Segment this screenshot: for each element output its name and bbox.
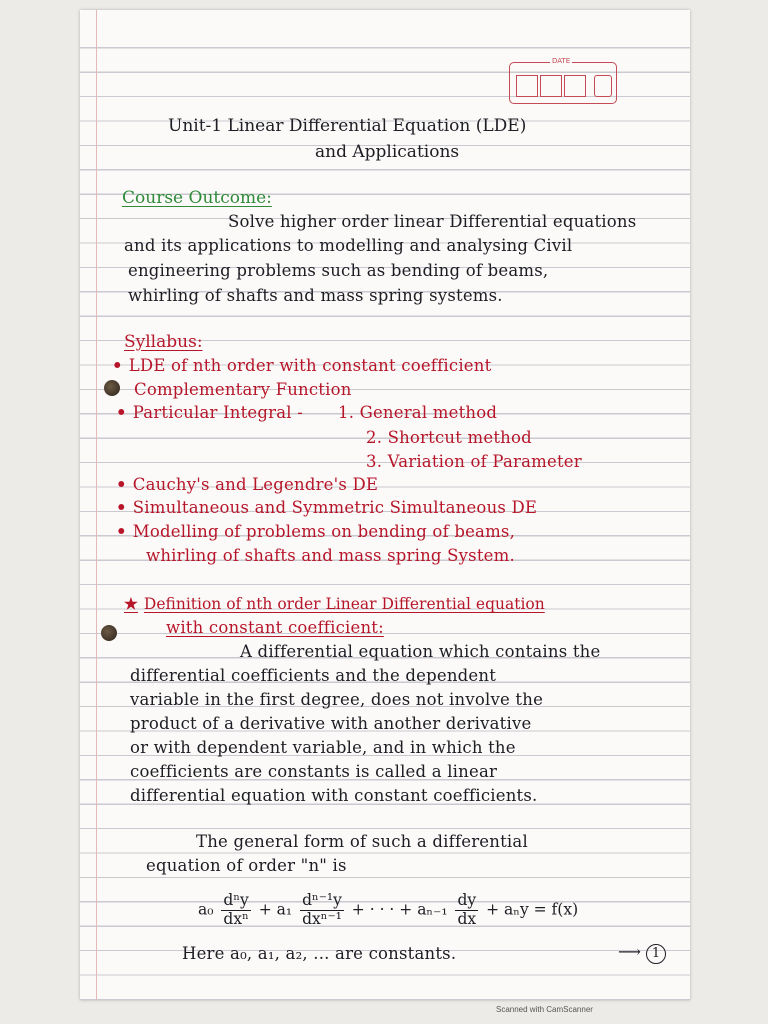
constants-note: Here a₀, a₁, a₂, ... are constants. — [182, 944, 457, 963]
syllabus-item-modelling: • Modelling of problems on bending of beams, — [116, 522, 516, 541]
course-outcome-line2: and its applications to modelling and analysing Civil — [124, 236, 573, 255]
course-outcome-line1: Solve higher order linear Differential equations — [228, 212, 637, 231]
general-form-equation: a₀ $\frac{\text{dⁿy}}{\text{dxⁿ}}$ + a₁ $\frac{\text{dⁿ⁻¹y}}{\text{dxⁿ⁻¹}}$ + · · · + aₙ₋₁ $\frac{dy}{dx}$ + aₙy = f(x) — [198, 891, 579, 928]
unit-heading-line1: Unit-1 Linear Differential Equation (LDE) — [168, 116, 527, 136]
definition-title-line2: with constant coefficient: — [166, 618, 384, 637]
definition-title-line1: ★ Definition of nth order Linear Differential equation — [124, 594, 545, 613]
syllabus-item-simultaneous: • Simultaneous and Symmetric Simultaneous DE — [116, 498, 538, 517]
general-form-line2: equation of order "n" is — [146, 856, 347, 875]
date-cell-day — [516, 75, 538, 97]
syllabus-item-modelling-cont: whirling of shafts and mass spring System. — [146, 546, 515, 565]
eq-term-nth: $\frac{\text{dⁿy}}{\text{dxⁿ}}$ — [223, 891, 249, 928]
binder-hole-top — [104, 380, 120, 396]
arrow-right-icon: ⟶ — [618, 942, 641, 961]
margin-line — [96, 10, 97, 1000]
eq-coef-a1: a₁ — [276, 900, 293, 919]
general-form-line1: The general form of such a differential — [196, 832, 528, 851]
definition-body-line3: variable in the first degree, does not involve the — [130, 690, 544, 709]
definition-body-line4: product of a derivative with another derivative — [130, 714, 532, 733]
pi-method-variation: 3. Variation of Parameter — [366, 452, 582, 471]
unit-heading-line2: and Applications — [315, 142, 460, 162]
definition-body-line5: or with dependent variable, and in which the — [130, 738, 516, 757]
pi-method-general: 1. General method — [338, 403, 498, 422]
date-cell-year — [564, 75, 586, 97]
eq-term-first: $\frac{dy}{dx}$ — [457, 891, 477, 928]
equation-number — [618, 944, 666, 964]
date-label: DATE — [552, 57, 571, 65]
syllabus-item-lde: • LDE of nth order with constant coefficient — [112, 356, 492, 375]
pi-method-shortcut: 2. Shortcut method — [366, 428, 532, 447]
scanner-footer: Scanned with CamScanner — [496, 1005, 593, 1014]
syllabus-item-cf: Complementary Function — [134, 380, 352, 399]
definition-body-line2: differential coefficients and the dependent — [130, 666, 497, 685]
syllabus-item-pi: • Particular Integral - — [116, 403, 303, 422]
syllabus-title: Syllabus: — [124, 332, 203, 352]
syllabus-item-cauchy: • Cauchy's and Legendre's DE — [116, 475, 379, 494]
eq-term-n-minus-1: $\frac{\text{dⁿ⁻¹y}}{\text{dxⁿ⁻¹}}$ — [302, 891, 342, 928]
date-box — [509, 57, 617, 104]
course-outcome-line4: whirling of shafts and mass spring systems. — [128, 286, 503, 305]
course-outcome-line3: engineering problems such as bending of beams, — [128, 261, 549, 280]
eq-coef-a0: a₀ — [198, 900, 214, 919]
definition-body-line1: A differential equation which contains the — [240, 642, 601, 661]
equation-number-circle: 1 — [646, 944, 666, 964]
definition-body-line6: coefficients are constants is called a linear — [130, 762, 498, 781]
definition-body-line7: differential equation with constant coefficients. — [130, 786, 538, 805]
course-outcome-title: Course Outcome: — [122, 188, 272, 208]
binder-hole-bottom — [101, 625, 117, 641]
date-cell-month — [540, 75, 562, 97]
date-cell-extra — [594, 75, 612, 97]
